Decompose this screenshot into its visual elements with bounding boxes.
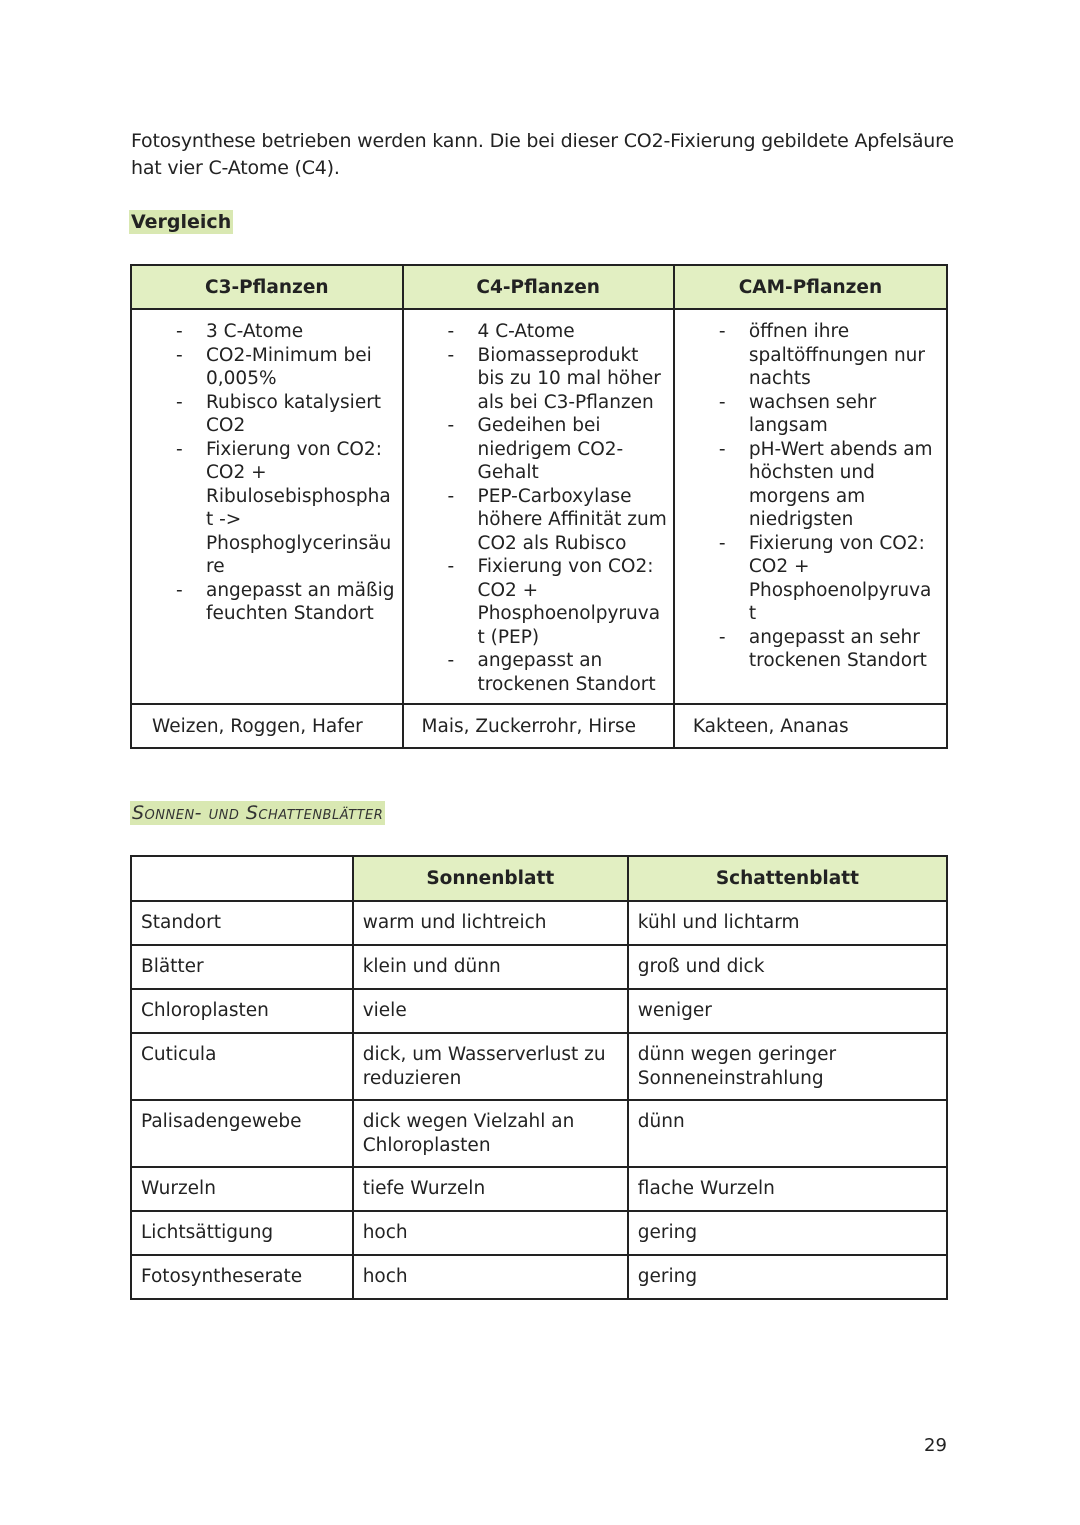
comparison-examples-row <box>131 704 947 748</box>
list-item: - Biomasseprodukt bis zu 10 mal höher als bei C3-Pflanzen <box>448 344 667 415</box>
shade-cell: weniger <box>628 989 947 1033</box>
header-schattenblatt: Schattenblatt <box>628 856 947 901</box>
header-cam: CAM-Pflanzen <box>674 265 947 309</box>
list-item: - angepasst an trockenen Standort <box>448 649 667 696</box>
sun-cell: dick, um Wasserverlust zu reduzieren <box>353 1033 628 1100</box>
list-item: - angepasst an mäßig feuchten Standort <box>176 579 396 626</box>
table-row <box>131 1033 947 1100</box>
c3-cell <box>131 309 403 704</box>
list-item: - Fixierung von CO2: CO2 + Ribulosebisphospha t -> Phosphoglycerinsäu re <box>176 438 396 579</box>
list-item: - PEP-Carboxylase höhere Affinität zum CO2 als Rubisco <box>448 485 667 556</box>
table-row <box>131 989 947 1033</box>
table-row <box>131 901 947 945</box>
table-row <box>131 1211 947 1255</box>
table-row <box>131 1100 947 1167</box>
comparison-heading <box>129 209 233 236</box>
sun-cell: klein und dünn <box>353 945 628 989</box>
cam-list <box>719 320 940 673</box>
shade-cell: gering <box>628 1211 947 1255</box>
comparison-heading-text: Vergleich <box>131 211 232 233</box>
list-item: - wachsen sehr langsam <box>719 391 940 438</box>
shade-cell: dünn <box>628 1100 947 1167</box>
list-item: - CO2-Minimum bei 0,005% <box>176 344 396 391</box>
cam-examples: Kakteen, Ananas <box>674 704 947 748</box>
table-row <box>131 1167 947 1211</box>
c4-cell <box>403 309 674 704</box>
comparison-table <box>130 264 948 749</box>
list-item: - 3 C-Atome <box>176 320 396 344</box>
sun-cell: warm und lichtreich <box>353 901 628 945</box>
row-label: Palisadengewebe <box>131 1100 353 1167</box>
list-item: - Fixierung von CO2: CO2 + Phosphoenolpyruva t <box>719 532 940 626</box>
list-item: - öffnen ihre spaltöffnungen nur nachts <box>719 320 940 391</box>
leaves-section-title: Sonnen- und Schattenblätter <box>132 802 384 824</box>
shade-cell: flache Wurzeln <box>628 1167 947 1211</box>
row-label: Wurzeln <box>131 1167 353 1211</box>
header-sonnenblatt: Sonnenblatt <box>353 856 628 901</box>
cam-cell <box>674 309 947 704</box>
header-blank <box>131 856 353 901</box>
list-item: - Rubisco katalysiert CO2 <box>176 391 396 438</box>
row-label: Cuticula <box>131 1033 353 1100</box>
sun-cell: hoch <box>353 1255 628 1299</box>
shade-cell: gering <box>628 1255 947 1299</box>
row-label: Standort <box>131 901 353 945</box>
intro-paragraph: Fotosynthese betrieben werden kann. Die bei dieser CO2-Fixierung gebildete Apfelsäure hat vier C-Atome (C4). <box>131 130 954 179</box>
sun-cell: tiefe Wurzeln <box>353 1167 628 1211</box>
c3-list <box>176 320 396 626</box>
list-item: - 4 C-Atome <box>448 320 667 344</box>
comparison-list-row <box>131 309 947 704</box>
row-label: Lichtsättigung <box>131 1211 353 1255</box>
header-c4: C4-Pflanzen <box>403 265 674 309</box>
leaves-table <box>130 855 948 1300</box>
c4-examples: Mais, Zuckerrohr, Hirse <box>403 704 674 748</box>
row-label: Chloroplasten <box>131 989 353 1033</box>
leaves-header-row <box>131 856 947 901</box>
sun-cell: hoch <box>353 1211 628 1255</box>
list-item: - angepasst an sehr trockenen Standort <box>719 626 940 673</box>
sun-cell: dick wegen Vielzahl an Chloroplasten <box>353 1100 628 1167</box>
row-label: Blätter <box>131 945 353 989</box>
comparison-header-row <box>131 265 947 309</box>
list-item: - pH-Wert abends am höchsten und morgens am niedrigsten <box>719 438 940 532</box>
table-row <box>131 945 947 989</box>
shade-cell: dünn wegen geringer Sonneneinstrahlung <box>628 1033 947 1100</box>
c3-examples: Weizen, Roggen, Hafer <box>131 704 403 748</box>
shade-cell: kühl und lichtarm <box>628 901 947 945</box>
table-row <box>131 1255 947 1299</box>
c4-list <box>448 320 667 696</box>
list-item: - Fixierung von CO2: CO2 + Phosphoenolpyruva t (PEP) <box>448 555 667 649</box>
shade-cell: groß und dick <box>628 945 947 989</box>
list-item: - Gedeihen bei niedrigem CO2-Gehalt <box>448 414 667 485</box>
row-label: Fotosyntheserate <box>131 1255 353 1299</box>
sun-cell: viele <box>353 989 628 1033</box>
header-c3: C3-Pflanzen <box>131 265 403 309</box>
page-number: 29 <box>924 1435 947 1456</box>
